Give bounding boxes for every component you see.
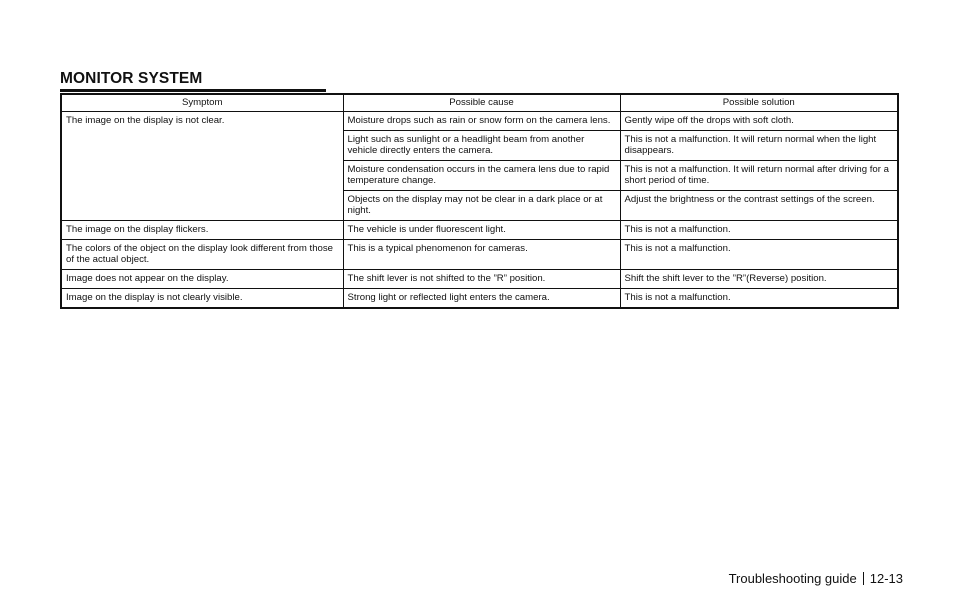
solution-cell: This is not a malfunction. It will return normal when the light disappears. (620, 131, 897, 161)
page-number: 12-13 (869, 571, 903, 586)
solution-cell: This is not a malfunction. (620, 289, 897, 308)
title-rule (60, 89, 326, 92)
troubleshooting-table (60, 93, 899, 309)
symptom-cell: The colors of the object on the display look different from those of the actual object. (62, 240, 343, 270)
cause-cell: Moisture drops such as rain or snow form on the camera lens. (343, 112, 620, 131)
header-symptom: Symptom (62, 95, 343, 112)
cause-cell: Moisture condensation occurs in the camera lens due to rapid temperature change. (343, 161, 620, 191)
table-row (62, 270, 897, 289)
cause-cell: This is a typical phenomenon for cameras. (343, 240, 620, 270)
cause-cell: The shift lever is not shifted to the ”R” position. (343, 270, 620, 289)
solution-cell: This is not a malfunction. (620, 221, 897, 240)
symptom-cell: The image on the display is not clear. (66, 115, 225, 126)
symptom-cell: Image does not appear on the display. (62, 270, 343, 289)
solution-cell: Adjust the brightness or the contrast settings of the screen. (620, 191, 897, 221)
table-header-row (62, 95, 897, 112)
section-title: MONITOR SYSTEM (60, 70, 203, 87)
footer-section-name: Troubleshooting guide (728, 571, 857, 586)
solution-cell: This is not a malfunction. (620, 240, 897, 270)
cause-cell: Light such as sunlight or a headlight beam from another vehicle directly enters the camera. (343, 131, 620, 161)
solution-cell: Shift the shift lever to the ”R”(Reverse) position. (620, 270, 897, 289)
symptom-cell: The image on the display flickers. (62, 221, 343, 240)
solution-cell: Gently wipe off the drops with soft cloth. (620, 112, 897, 131)
symptom-cell: Image on the display is not clearly visible. (62, 289, 343, 308)
cause-cell: Strong light or reflected light enters the camera. (343, 289, 620, 308)
table-row (62, 221, 897, 240)
header-possible-cause: Possible cause (343, 95, 620, 112)
cause-cell: Objects on the display may not be clear in a dark place or at night. (343, 191, 620, 221)
table-row (62, 240, 897, 270)
solution-cell: This is not a malfunction. It will return normal after driving for a short period of time. (620, 161, 897, 191)
cause-cell: The vehicle is under fluorescent light. (343, 221, 620, 240)
table-row (62, 112, 897, 131)
table-row (62, 289, 897, 308)
footer-divider (863, 572, 864, 585)
page-footer (729, 571, 903, 586)
header-possible-solution: Possible solution (620, 95, 897, 112)
